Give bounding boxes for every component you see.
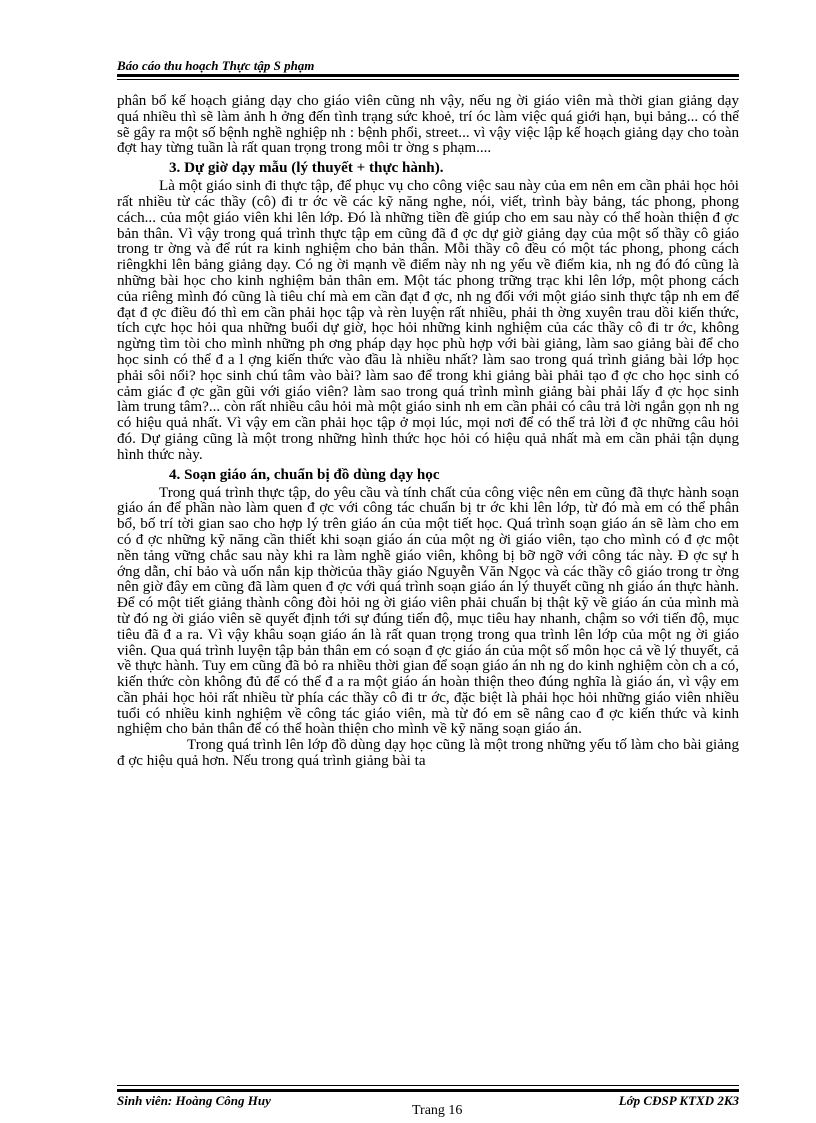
paragraph-continuation: phân bổ kế hoạch giảng dạy cho giáo viên cũng nh vậy, nếu ng ời giáo viên mà thời gian giảng dạy quá nhiều thì sẽ làm ảnh h ởng đến tình trạng sức khoẻ, trí óc làm việc quá giới hạn, bụi bảng... có thể sẽ gây ra một số bệnh nghề nghiệp nh : bệnh phổi, street... vì vậy việc lập kế hoạch giảng dạy cho toàn đợt hay từng tuần là rất quan trọng trong môi tr ờng s phạm.... <box>117 93 739 157</box>
paragraph-lesson-plan: Trong quá trình thực tập, do yêu cầu và tính chất của công việc nên em cũng đã thực hành soạn giáo án để phần nào làm quen đ ợc với công tác chuẩn bị tr ớc khi lên lớp, từ đó mà em có thể phân bổ, bố trí tời gian sao cho hợp lý trên giáo án của một tiết học. Quá trình soạn giáo án sẽ làm cho em có đ ợc những kỹ năng cần thiết khi soạn giáo án của một ng ời giáo viên, tạo cho mình có đ ợc một nền tảng vững chắc sau này khi ra làm nghề giáo viên, không bị bỡ ngỡ với công tác này. Đ ợc sự h ớng dẫn, chỉ bảo và uốn nắn kịp thờicủa thầy giáo Nguyễn Văn Ngọc và các thầy cô giáo trong tr ờng nên giờ đây em cũng đã làm quen đ ợc với quá trình soạn giáo án lý thuyết cũng nh giáo án thực hành. Để có một tiết giảng thành công đòi hỏi ng ời giáo viên phải chuẩn bị thật kỹ về giáo án của mình mà từ đó ng ời giáo viên sẽ quyết định tới sự đúng tiến độ, mục tiêu hay nhanh, chậm so với tiến độ, mục tiêu đã đ a ra. Vì vậy khâu soạn giáo án là rất quan trọng trong qua trình lên lớp của một ng ời giáo viên. Qua quá trình luyện tập bản thân em có soạn đ ợc giáo án của một số môn học cả về lý thuyết, cả về thực hành. Tuy em cũng đã bỏ ra nhiều thời gian để soạn giáo án nh ng do kinh nghiệm còn ch a có, kiến thức còn không đủ để có thể đ a ra một giáo án hoàn thiện theo đúng nghĩa là giáo án, vì vậy em cần phải học hỏi rất nhiều từ phía các thầy cô đi tr ớc, đặc biệt là phải học hỏi những giáo viên nhiều tuổi có nhiều kinh nghiệm về công tác giáo viên, mà từ đó em sẽ nâng cao đ ợc kiến thức và kinh nghiệm cho bản thân để có thể hoàn thiện cho mình về kỹ năng soạn giáo án. <box>117 484 739 738</box>
footer-class-name: Lớp CĐSP KTXD 2K3 <box>618 1093 739 1108</box>
header-rule-thick <box>117 74 739 77</box>
page-body <box>117 94 739 770</box>
footer-page-number: Trang 16 <box>412 1103 463 1118</box>
paragraph-observation: Là một giáo sinh đi thực tập, để phục vụ cho công việc sau này của em nên em cần phải học hỏi rất nhiều từ các thầy (cô) đi tr ớc về các kỹ năng nghe, nói, viết, trình bày bảng, tác phong, phong cách... của một giáo viên khi lên lớp. Đó là những tiền đề giúp cho em sau này có thể hoàn thiện đ ợc bản thân. Vì vậy trong quá trình thực tập em cũng đã đ ợc dự giờ giảng dạy của một số thầy cô giáo trong tr ờng và để rút ra kinh nghiệm cho bản thân. Mỗi thầy cô đều có một tác phong, phong cách riêngkhi lên bảng giảng dạy. Có ng ời mạnh về điểm này nh ng yếu về điểm kia, nh ng đó đó cũng là những bài học cho kinh nghiệm bản thân em. Một tác phong trững trạc khi lên lớp, một phong cách của riêng mình đó cũng là tiêu chí mà em cần đạt đ ợc, nh ng đối với một giáo sinh thực tập nh em để đạt đ ợc điều đó thì em cần phải học tập và rèn luyện rất nhiều, phải th ờng xuyên trau dồi kiến thức, tích cực học hỏi qua những buổi dự giờ, học hỏi những kinh nghiệm của các thầy cô đi tr ớc, không ngừng tìm tòi cho mình những ph ơng pháp dạy học phù hợp với bài giảng, làm sao giảng bài để cho học sinh có thể đ a l ợng kiến thức vào đầu là nhiều nhất? làm sao trong quá trình giảng bài lớp học phải sôi nổi? học sinh chú tâm vào bài? làm sao để trong khi giảng bài phải tạo đ ợc cho học sinh có cảm giác đ ợc gần gũi với giáo viên? làm sao trong quá trình mình giảng bài phải lấy đ ợc học sinh làm trung tâm?... còn rất nhiều câu hỏi mà một giáo sinh nh em cần phải có câu trả lời ngắn gọn nh ng có hiệu quả nhất. Vì vậy em cần phải học tập ở mọi lúc, mọi nơi để có thể trả lời đ ợc những câu hỏi đó. Dự giảng cũng là một trong những hình thức học hỏi có hiệu quả nhất mà em cần phải tận dụng hình thức này. <box>117 178 739 463</box>
paragraph-teaching-aids: Trong quá trình lên lớp đồ dùng dạy học cũng là một trong những yếu tố làm cho bài giảng đ ợc hiệu quả hơn. Nếu trong quá trình giảng bài ta <box>117 737 739 770</box>
header-rule-thin <box>117 79 739 80</box>
footer-rule-thin <box>117 1085 739 1086</box>
footer-student-name: Sinh viên: Hoàng Công Huy <box>117 1093 271 1108</box>
section-heading-3: 3. Dự giờ dạy mẫu (lý thuyết + thực hành). <box>169 160 444 177</box>
section-heading-4: 4. Soạn giáo án, chuẩn bị đồ dùng dạy học <box>169 466 440 483</box>
footer-rule-thick <box>117 1089 739 1092</box>
page-header-title: Báo cáo thu hoạch Thực tập S phạm <box>117 58 315 73</box>
